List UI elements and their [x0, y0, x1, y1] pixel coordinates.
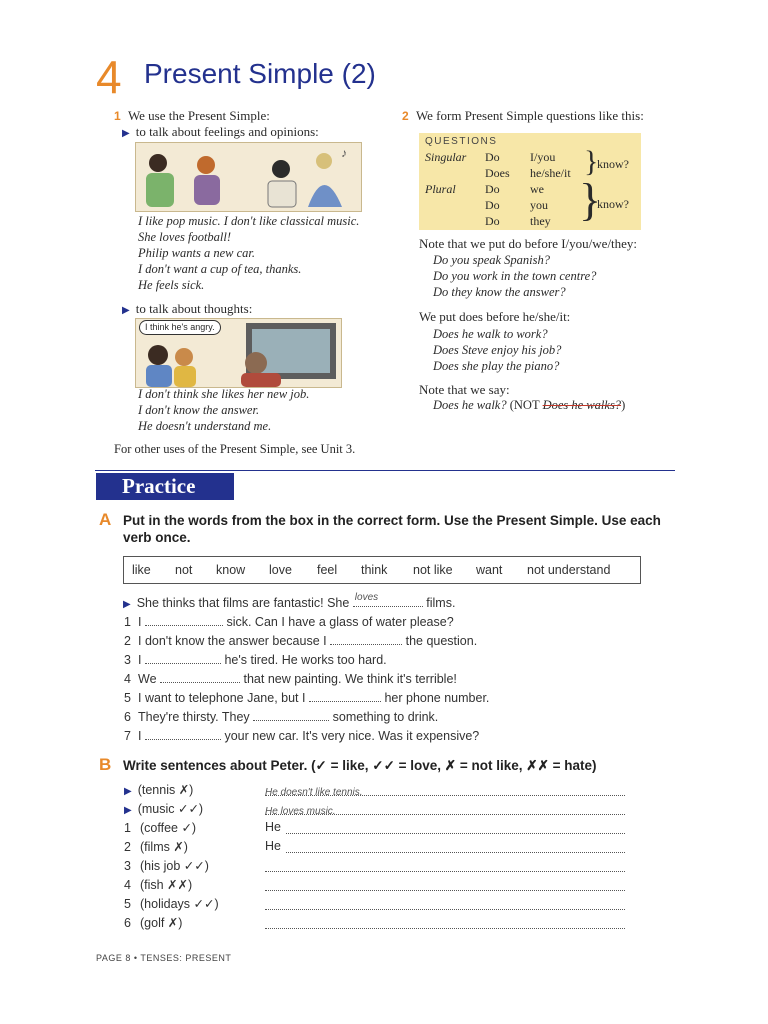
section1-bullet1: [122, 124, 319, 142]
item-number: 3: [124, 859, 131, 873]
item-after: your new car. It's very nice. Was it expensive?: [224, 729, 480, 743]
answer-blank[interactable]: [145, 614, 223, 626]
answer-blank[interactable]: [253, 709, 329, 721]
subject-cell: they: [530, 214, 551, 228]
answer-line[interactable]: [265, 879, 625, 891]
answer-blank[interactable]: [309, 690, 381, 702]
aux-cell: Do: [485, 198, 500, 212]
item-prompt: (golf ✗): [140, 916, 183, 930]
answer-line[interactable]: [265, 917, 625, 929]
say-not: (NOT: [509, 398, 540, 412]
exercise-b-item: [124, 839, 629, 858]
item-before: I: [138, 615, 142, 629]
word-box: [123, 556, 641, 584]
word-box-item: not understand: [527, 563, 611, 577]
exercise-a-item: [124, 709, 489, 728]
example1-line: I don't want a cup of tea, thanks.: [138, 262, 302, 276]
does-example: Does she play the piano?: [433, 359, 560, 373]
questions-table-heading: QUESTIONS: [425, 136, 498, 147]
item-number: 6: [124, 916, 131, 930]
exercise-a-example: [123, 592, 456, 610]
example1-line: She loves football!: [138, 230, 232, 244]
exercise-a-instruction-2: verb once.: [123, 530, 191, 545]
aux-cell: Do: [485, 150, 500, 164]
example2-line: I don't know the answer.: [138, 403, 260, 417]
example-before: She thinks that films are fantastic! She: [136, 596, 350, 610]
answer-line[interactable]: [286, 822, 625, 834]
word-box-item: love: [269, 563, 292, 577]
triangle-bullet-icon: ▶: [124, 805, 132, 816]
item-start: He: [265, 820, 281, 834]
exercise-b-item: [124, 877, 629, 896]
answer-line: [265, 803, 625, 815]
word-box-item: think: [361, 563, 388, 577]
item-prompt: (his job ✓✓): [140, 859, 209, 873]
triangle-bullet-icon: ▶: [124, 786, 132, 797]
item-after: her phone number.: [384, 691, 490, 705]
item-prompt: (tennis ✗): [137, 783, 194, 797]
section1-number: 1: [114, 109, 121, 123]
item-prompt: (coffee ✓): [140, 821, 197, 835]
do-example: Do you work in the town centre?: [433, 269, 597, 283]
does-examples: [433, 326, 561, 374]
illustration-music-svg: [136, 143, 361, 211]
example1-line: He feels sick.: [138, 278, 205, 292]
speech-bubble: [139, 320, 221, 335]
do-examples: [433, 252, 596, 300]
exercise-a-instruction-1: Put in the words from the box in the correct form. Use the Present Simple. Use each: [123, 513, 661, 528]
item-prompt: (music ✓✓): [137, 802, 204, 816]
answer-blank[interactable]: [330, 633, 402, 645]
item-before: We: [138, 672, 157, 686]
example2-line: I don't think she likes her new job.: [138, 387, 310, 401]
item-number: 5: [124, 691, 131, 705]
aux-cell: Do: [485, 182, 500, 196]
aux-cell: Does: [485, 166, 510, 180]
word-box-item: like: [132, 563, 151, 577]
examples1-list: [138, 213, 359, 293]
do-example: Do you speak Spanish?: [433, 253, 550, 267]
item-number: 7: [124, 729, 131, 743]
answer-blank[interactable]: [160, 671, 240, 683]
item-prompt: (films ✗): [140, 840, 188, 854]
does-example: Does he walk to work?: [433, 327, 548, 341]
exercise-a-item: [124, 614, 489, 633]
exercise-a-letter: A: [99, 510, 112, 529]
item-prompt: (fish ✗✗): [140, 878, 193, 892]
section1-note: For other uses of the Present Simple, see Unit 3.: [114, 442, 356, 456]
answer-blank[interactable]: [145, 728, 221, 740]
subject-cell: he/she/it: [530, 166, 571, 180]
bullet1-text: to talk about feelings and opinions:: [135, 124, 319, 139]
item-before: I don't know the answer because I: [138, 634, 327, 648]
section2-number: 2: [402, 109, 409, 123]
item-prompt: (holidays ✓✓): [140, 897, 219, 911]
exercise-b-item: [124, 915, 629, 934]
exercise-b-item: [124, 820, 629, 839]
say-wrong: Does he walks?: [542, 398, 622, 412]
exercise-a-item: [124, 671, 489, 690]
singular-label: Singular: [425, 150, 467, 164]
example1-line: I like pop music. I don't like classical music.: [138, 214, 360, 228]
example-answer: loves: [354, 592, 379, 603]
triangle-bullet-icon: ▶: [122, 305, 130, 316]
exercise-b-example: [124, 801, 629, 820]
item-after: that new painting. We think it's terrible!: [243, 672, 457, 686]
brace-icon: }: [579, 174, 602, 225]
item-number: 2: [124, 634, 131, 648]
exercise-b-item: [124, 896, 629, 915]
item-before: I: [138, 729, 142, 743]
item-number: 1: [124, 615, 131, 629]
item-after: he's tired. He works too hard.: [224, 653, 387, 667]
illustration-music-fans: [135, 142, 362, 212]
section1-intro-text: We use the Present Simple:: [127, 108, 270, 123]
item-after: something to drink.: [332, 710, 439, 724]
item-number: 4: [124, 672, 131, 686]
aux-cell: Do: [485, 214, 500, 228]
item-number: 4: [124, 878, 131, 892]
example-after: films.: [426, 596, 456, 610]
exercise-b-item: [124, 858, 629, 877]
does-example: Does Steve enjoy his job?: [433, 343, 562, 357]
word-box-item: know: [216, 563, 246, 577]
plural-label: Plural: [425, 182, 456, 196]
section1-intro: [114, 108, 270, 124]
exercise-a-item: [124, 652, 489, 671]
exercise-a-item: [124, 690, 489, 709]
item-after: the question.: [405, 634, 478, 648]
example-answer: He loves music.: [265, 806, 336, 817]
answer-blank[interactable]: [145, 652, 221, 664]
word-box-item: not: [175, 563, 193, 577]
answer-line[interactable]: [286, 841, 625, 853]
answer-line[interactable]: [265, 898, 625, 910]
exercise-b-instruction: Write sentences about Peter. (✓ = like, ✓✓ = love, ✗ = not like, ✗✗ = hate): [123, 758, 597, 773]
item-start: He: [265, 839, 281, 853]
item-before: I: [138, 653, 142, 667]
practice-divider: [95, 470, 675, 471]
note-say: Note that we say:: [419, 382, 510, 397]
exercise-a-item: [124, 728, 489, 747]
item-number: 1: [124, 821, 131, 835]
subject-cell: we: [530, 182, 544, 196]
speech-bubble-text: I think he's angry.: [145, 322, 215, 332]
word-box-item: feel: [317, 563, 338, 577]
triangle-bullet-icon: ▶: [123, 599, 131, 610]
word-box-item: want: [476, 563, 503, 577]
item-after: sick. Can I have a glass of water please?: [226, 615, 454, 629]
section2-intro: [402, 108, 644, 124]
example1-line: Philip wants a new car.: [138, 246, 256, 260]
section1-bullet2: [122, 301, 252, 319]
brace-icon: }: [584, 145, 599, 178]
answer-line: [265, 784, 625, 796]
exercise-b-items: [124, 782, 629, 934]
exercise-b-example: [124, 782, 629, 801]
answer-line[interactable]: [265, 860, 625, 872]
svg-text:♪: ♪: [341, 146, 347, 160]
section2-intro-text: We form Present Simple questions like this:: [415, 108, 644, 123]
triangle-bullet-icon: ▶: [122, 128, 130, 139]
say-example: Does he walk?: [433, 398, 507, 412]
subject-cell: you: [530, 198, 548, 212]
do-example: Do they know the answer?: [433, 285, 566, 299]
item-number: 3: [124, 653, 131, 667]
word-box-item: not like: [413, 563, 453, 577]
practice-heading: Practice: [96, 473, 234, 500]
item-number: 6: [124, 710, 131, 724]
exercise-a-item: [124, 633, 489, 652]
unit-number: 4: [96, 51, 122, 103]
page-footer: PAGE 8 • TENSES: PRESENT: [96, 953, 232, 963]
verb-cell: know?: [597, 157, 629, 171]
questions-table: [419, 133, 641, 230]
example-answer: He doesn't like tennis.: [265, 787, 363, 798]
note-does: We put does before he/she/it:: [419, 309, 571, 324]
verb-cell: know?: [597, 197, 629, 211]
example2-line: He doesn't understand me.: [138, 419, 272, 433]
examples2-list: [138, 386, 309, 434]
item-number: 2: [124, 840, 131, 854]
item-number: 5: [124, 897, 131, 911]
subject-cell: I/you: [530, 150, 556, 164]
unit-title: Present Simple (2): [144, 58, 376, 89]
exercise-b-letter: B: [99, 755, 112, 774]
example-answer-blank: [353, 592, 423, 607]
item-before: They're thirsty. They: [138, 710, 250, 724]
item-before: I want to telephone Jane, but I: [138, 691, 306, 705]
exercise-a-items: [124, 614, 489, 747]
bullet2-text: to talk about thoughts:: [135, 301, 253, 316]
say-example-line: [433, 398, 625, 413]
note-do: Note that we put do before I/you/we/they:: [419, 236, 638, 251]
say-close: ): [621, 398, 626, 412]
